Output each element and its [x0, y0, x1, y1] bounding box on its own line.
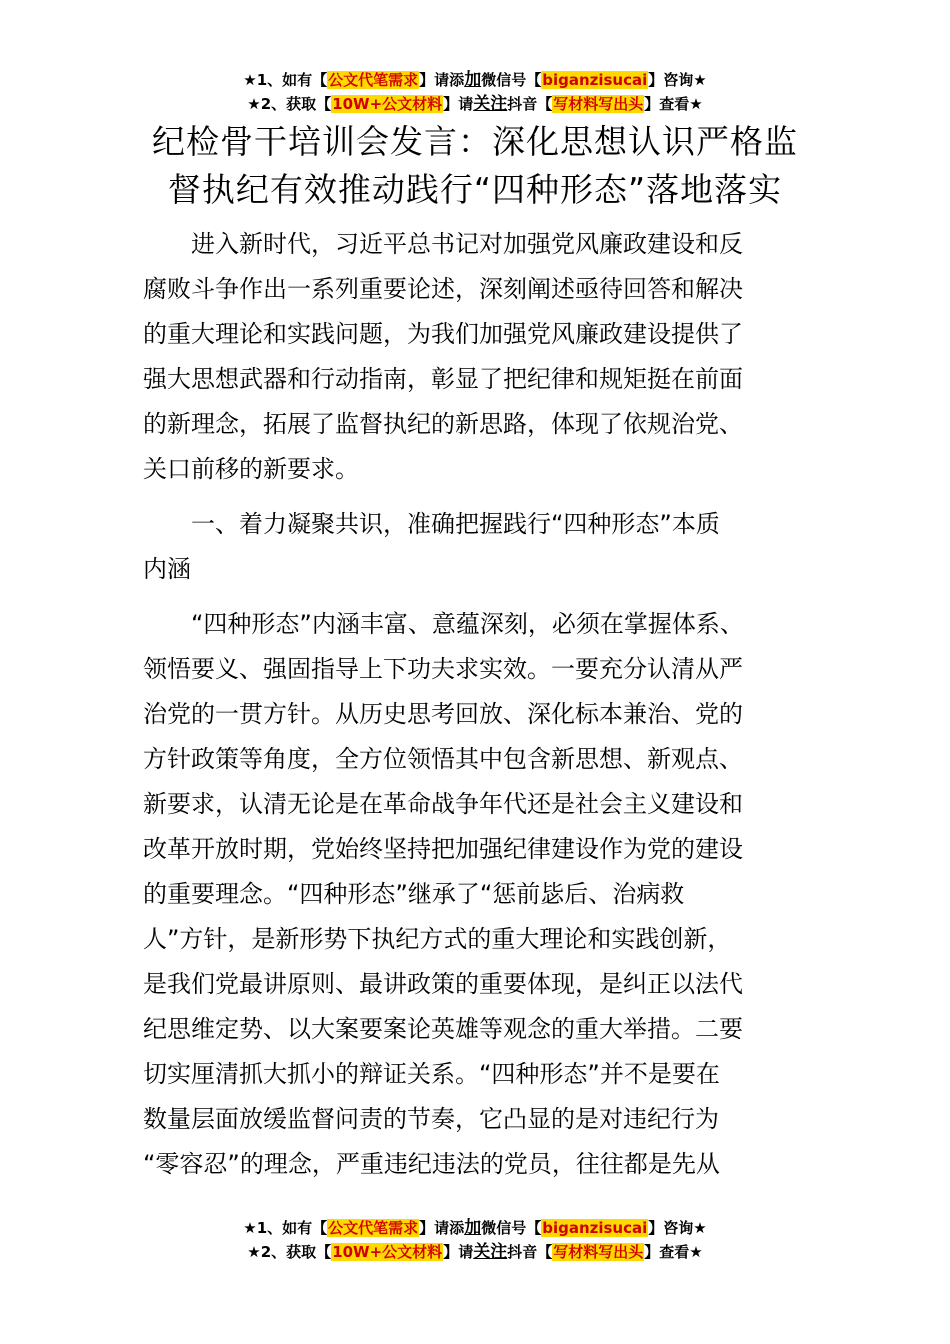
paragraph-intro — [143, 222, 811, 492]
text-line: 关口前移的新要求。 — [143, 455, 359, 483]
banner-text: 】查看★ — [644, 1243, 703, 1261]
text-line: 腐败斗争作出一系列重要论述，深刻阐述亟待回答和解决 — [143, 275, 743, 303]
banner-text: 】请 — [443, 1243, 474, 1261]
highlight-materials: 10W+公文材料 — [332, 1243, 443, 1261]
banner-line-2 — [0, 1240, 950, 1264]
banner-text-emphasis: 加 — [464, 70, 482, 90]
highlight-wechat-id: biganzisucai — [542, 1219, 648, 1237]
text-line: 数量层面放缓监督问责的节奏，它凸显的是对违纪行为 — [143, 1105, 719, 1133]
highlight-wechat-id: biganzisucai — [542, 71, 648, 89]
text-line: 纪思维定势、以大案要案论英雄等观念的重大举措。二要 — [143, 1015, 743, 1043]
highlight-materials: 10W+公文材料 — [332, 95, 443, 113]
banner-line-1 — [0, 68, 950, 92]
text-line: “四种形态”内涵丰富、意蕴深刻，必须在掌握体系、 — [143, 610, 744, 638]
banner-text: 】请添 — [419, 1219, 465, 1237]
banner-text: ★2、获取【 — [247, 1243, 332, 1261]
text-line: 进入新时代，习近平总书记对加强党风廉政建设和反 — [143, 230, 743, 258]
text-line: 是我们党最讲原则、最讲政策的重要体现，是纠正以法代 — [143, 970, 743, 998]
banner-text: ★1、如有【 — [243, 1219, 328, 1237]
title-line-2: 督执纪有效推动践行“四种形态”落地落实 — [167, 170, 783, 209]
banner-text: 】咨询★ — [648, 71, 707, 89]
text-line: 内涵 — [143, 555, 191, 583]
banner-text: ★2、获取【 — [247, 95, 332, 113]
highlight-douyin-account: 写材料写出头 — [553, 1243, 644, 1261]
banner-text: ★1、如有【 — [243, 71, 328, 89]
text-line: 方针政策等角度，全方位领悟其中包含新思想、新观点、 — [143, 745, 743, 773]
paragraph-section-1 — [143, 602, 811, 1187]
banner-text: 】查看★ — [644, 95, 703, 113]
text-line: 的重要理念。“四种形态”继承了“惩前毖后、治病救 — [143, 880, 685, 908]
section-heading-1 — [143, 502, 811, 592]
text-line: 的新理念，拓展了监督执纪的新思路，体现了依规治党、 — [143, 410, 743, 438]
text-line: 治党的一贯方针。从历史思考回放、深化标本兼治、党的 — [143, 700, 743, 728]
text-line: 切实厘清抓大抓小的辩证关系。“四种形态”并不是要在 — [143, 1060, 720, 1088]
banner-text: 微信号【 — [481, 1219, 542, 1237]
document-title — [120, 118, 830, 214]
text-line: 领悟要义、强固指导上下功夫求实效。一要充分认清从严 — [143, 655, 743, 683]
highlight-service: 公文代笔需求 — [328, 1219, 419, 1237]
banner-line-2 — [0, 92, 950, 116]
footer-banner — [0, 1216, 950, 1264]
text-line: 一、着力凝聚共识，准确把握践行“四种形态”本质 — [143, 510, 720, 538]
text-line: 的重大理论和实践问题，为我们加强党风廉政建设提供了 — [143, 320, 743, 348]
banner-text-emphasis: 加 — [464, 1218, 482, 1238]
text-line: 人”方针，是新形势下执纪方式的重大理论和实践创新， — [143, 925, 732, 953]
document-body — [143, 222, 811, 1187]
banner-text: 抖音【 — [507, 95, 553, 113]
title-line-1: 纪检骨干培训会发言：深化思想认识严格监 — [152, 122, 798, 161]
banner-text-emphasis: 关注 — [473, 1242, 508, 1262]
banner-text: 微信号【 — [481, 71, 542, 89]
text-line: 改革开放时期，党始终坚持把加强纪律建设作为党的建设 — [143, 835, 743, 863]
banner-text: 】请 — [443, 95, 474, 113]
text-line: 强大思想武器和行动指南，彰显了把纪律和规矩挺在前面 — [143, 365, 743, 393]
banner-text: 】请添 — [419, 71, 465, 89]
header-banner — [0, 68, 950, 116]
banner-text: 】咨询★ — [648, 1219, 707, 1237]
highlight-douyin-account: 写材料写出头 — [553, 95, 644, 113]
text-line: 新要求，认清无论是在革命战争年代还是社会主义建设和 — [143, 790, 743, 818]
banner-line-1 — [0, 1216, 950, 1240]
banner-text-emphasis: 关注 — [473, 94, 508, 114]
highlight-service: 公文代笔需求 — [328, 71, 419, 89]
text-line: “零容忍”的理念，严重违纪违法的党员，往往都是先从 — [143, 1150, 720, 1178]
banner-text: 抖音【 — [507, 1243, 553, 1261]
